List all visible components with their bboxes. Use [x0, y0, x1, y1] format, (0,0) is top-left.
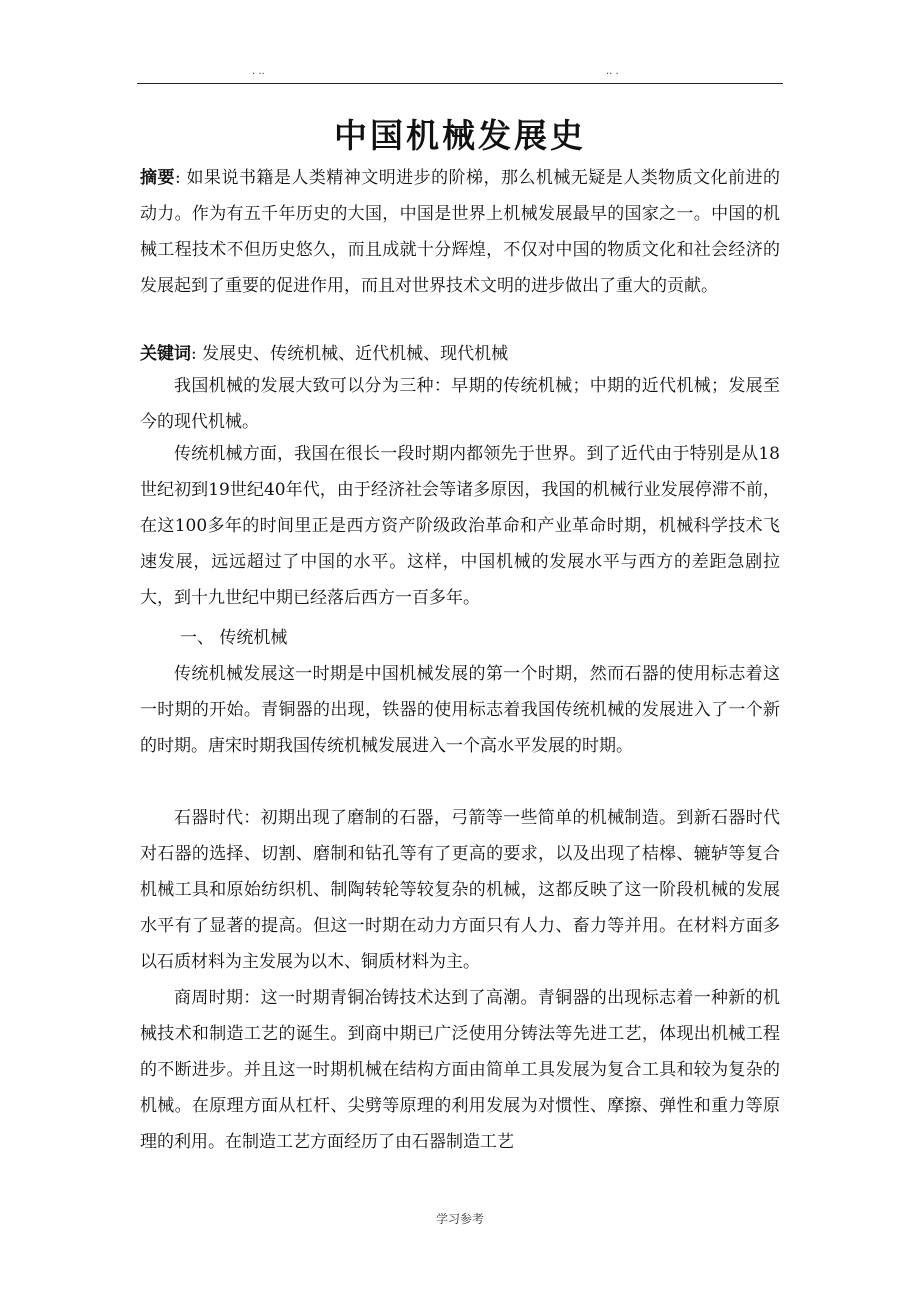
header-dots-left: . ..: [252, 66, 265, 77]
paragraph-stone-age: 石器时代：初期出现了磨制的石器，弓箭等一些简单的机械制造。到新石器时代对石器的选择、切割、磨制和钻孔等有了更高的要求，以及出现了桔槔、辘轳等复合机械工具和原始纺织机、制陶转轮等较复杂的机械，这都反映了这一阶段机械的发展水平有了显著的提高。但这一时期在动力方面只有人力、畜力等并用。在材料方面多以石质材料为主发展为以木、铜质材料为主。: [140, 808, 780, 972]
paragraph-shang-zhou: 商周时期：这一时期青铜冶铸技术达到了高潮。青铜器的出现标志着一种新的机械技术和制造工艺的诞生。到商中期已广泛使用分铸法等先进工艺，体现出机械工程的不断进步。并且这一时期机械在结构方面由简单工具发展为复合工具和较为复杂的机械。在原理方面从杠杆、尖劈等原理的利用发展为对惯性、摩擦、弹性和重力等原理的利用。在制造工艺方面经历了由石器制造工艺: [140, 988, 780, 1152]
keywords: [140, 336, 780, 372]
keywords-label: 关键词: [140, 344, 191, 364]
abstract-text: : 如果说书籍是人类精神文明进步的阶梯，那么机械无疑是人类物质文化前进的动力。作为有五千年历史的大国，中国是世界上机械发展最早的国家之一。中国的机械工程技术不但历史悠久，而且成就十分辉煌，不仅对中国的物质文化和社会经济的发展起到了重要的促进作用，而且对世界技术文明的进步做出了重大的贡献。: [140, 168, 780, 296]
paragraph-traditional-overview: 传统机械方面，我国在很长一段时期内都领先于世界。到了近代由于特别是从18世纪初到19世纪40年代，由于经济社会等诸多原因，我国的机械行业发展停滞不前，在这100多年的时间里正是西方资产阶级政治革命和产业革命时期，机械科学技术飞速发展，远远超过了中国的水平。这样，中国机械的发展水平与西方的差距急剧拉大，到十九世纪中期已经落后西方一百多年。: [140, 444, 780, 608]
page-footer: 学习参考: [435, 1212, 484, 1226]
header-dots-right: .. .: [606, 66, 619, 77]
document-title: 中国机械发展史: [334, 116, 586, 155]
section-heading-traditional: 一、 传统机械: [180, 628, 288, 648]
paragraph-traditional-period: 传统机械发展这一时期是中国机械发展的第一个时期，然而石器的使用标志着这一时期的开始。青铜器的出现，铁器的使用标志着我国传统机械的发展进入了一个新的时期。唐宋时期我国传统机械发展进入一个高水平发展的时期。: [140, 664, 780, 756]
abstract-label: 摘要: [140, 168, 175, 188]
header-rule: [137, 83, 783, 84]
paragraph-intro: 我国机械的发展大致可以分为三种：早期的传统机械；中期的近代机械；发展至今的现代机械。: [140, 376, 780, 432]
abstract: [140, 160, 780, 304]
keywords-text: : 发展史、传统机械、近代机械、现代机械: [191, 344, 509, 364]
